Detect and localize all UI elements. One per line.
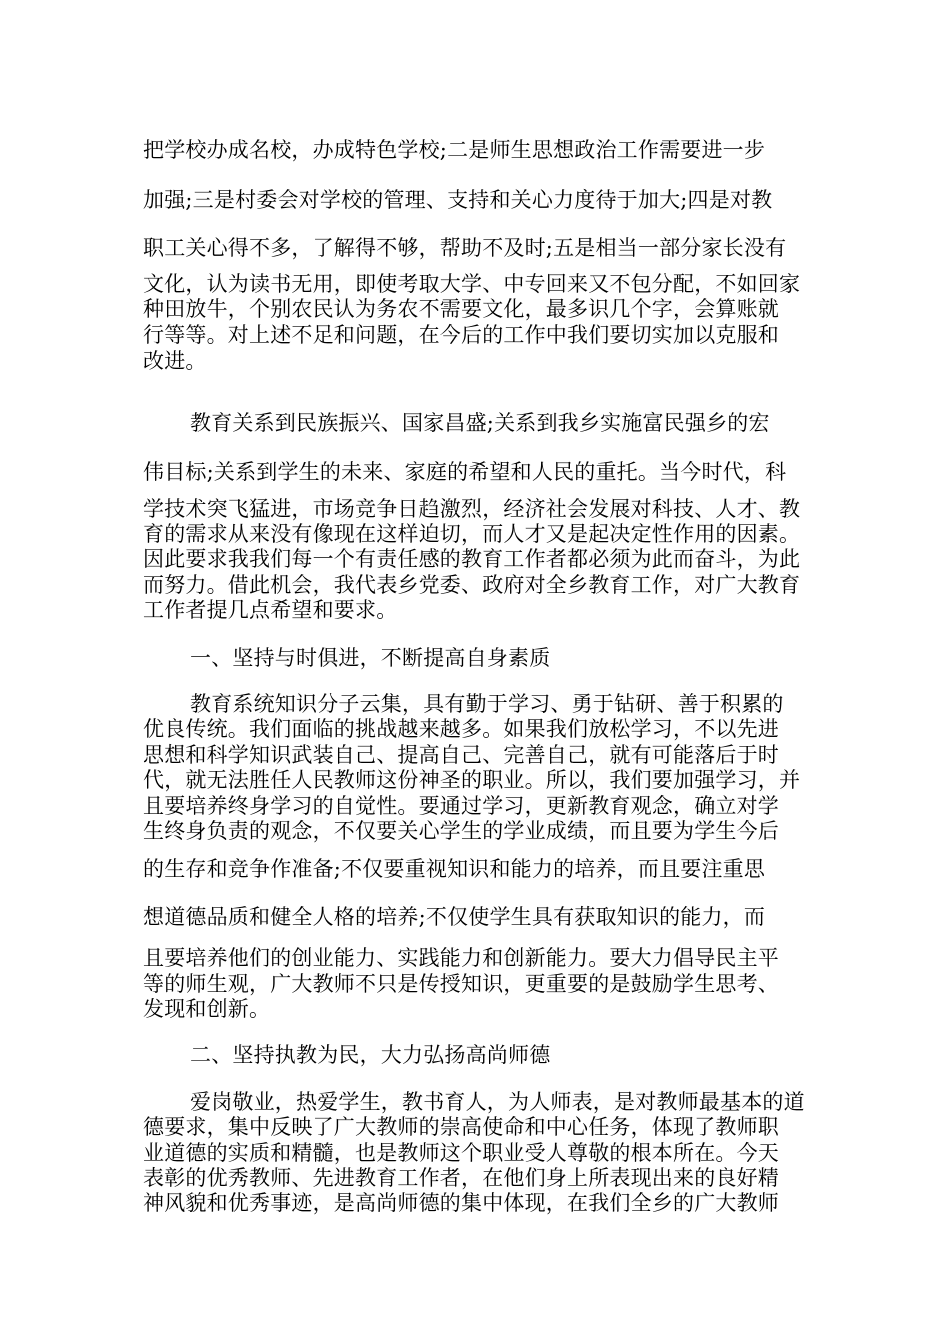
text-line: 且要培养他们的创业能力、实践能力和创新能力。要大力倡导民主平 bbox=[143, 946, 779, 970]
text-line: 伟目标;关系到学生的未来、家庭的希望和人民的重托。当今时代，科 bbox=[143, 460, 787, 484]
text-line: 想道德品质和健全人格的培养;不仅使学生具有获取知识的能力，而 bbox=[143, 905, 766, 929]
text-line: 把学校办成名校，办成特色学校;二是师生思想政治工作需要进一步 bbox=[143, 138, 766, 162]
text-line: 因此要求我我们每一个有责任感的教育工作者都必须为此而奋斗，为此 bbox=[143, 547, 801, 571]
paragraph-first-line: 教育关系到民族振兴、国家昌盛;关系到我乡实施富民强乡的宏 bbox=[190, 411, 770, 435]
text-line: 工作者提几点希望和要求。 bbox=[143, 598, 398, 622]
text-line: 优良传统。我们面临的挑战越来越多。如果我们放松学习，不以先进 bbox=[143, 717, 779, 741]
text-line: 而努力。借此机会，我代表乡党委、政府对全乡教育工作，对广大教育 bbox=[143, 573, 801, 597]
text-line: 改进。 bbox=[143, 349, 207, 373]
text-line: 文化，认为读书无用，即使考取大学、中专回来又不包分配，不如回家 bbox=[143, 272, 801, 296]
text-line: 德要求，集中反映了广大教师的崇高使命和中心任务，体现了教师职 bbox=[143, 1115, 779, 1139]
section-heading: 一、坚持与时俱进，不断提高自身素质 bbox=[190, 646, 551, 670]
text-line: 行等等。对上述不足和问题，在今后的工作中我们要切实加以克服和 bbox=[143, 323, 779, 347]
text-line: 思想和科学知识武装自己、提高自己、完善自己，就有可能落后于时 bbox=[143, 743, 779, 767]
text-line: 且要培养终身学习的自觉性。要通过学习，更新教育观念，确立对学 bbox=[143, 794, 779, 818]
section-heading: 二、坚持执教为民，大力弘扬高尚师德 bbox=[190, 1043, 551, 1067]
text-line: 业道德的实质和精髓，也是教师这个职业受人尊敬的根本所在。今天 bbox=[143, 1141, 779, 1165]
text-line: 职工关心得不多，了解得不够，帮助不及时;五是相当一部分家长没有 bbox=[143, 236, 787, 260]
text-line: 育的需求从来没有像现在这样迫切，而人才又是起决定性作用的因素。 bbox=[143, 522, 801, 546]
text-line: 学技术突飞猛进，市场竞争日趋激烈，经济社会发展对科技、人才、教 bbox=[143, 497, 801, 521]
paragraph-first-line: 爱岗敬业，热爱学生，教书育人，为人师表，是对教师最基本的道 bbox=[190, 1090, 805, 1114]
text-line: 加强;三是村委会对学校的管理、支持和关心力度待于加大;四是对教 bbox=[143, 188, 773, 212]
text-line: 神风貌和优秀事迹，是高尚师德的集中体现，在我们全乡的广大教师 bbox=[143, 1191, 779, 1215]
text-line: 表彰的优秀教师、先进教育工作者，在他们身上所表现出来的良好精 bbox=[143, 1166, 779, 1190]
text-line: 的生存和竞争作准备;不仅要重视知识和能力的培养，而且要注重思 bbox=[143, 857, 766, 881]
text-line: 等的师生观，广大教师不只是传授知识，更重要的是鼓励学生思考、 bbox=[143, 972, 779, 996]
paragraph-first-line: 教育系统知识分子云集，具有勤于学习、勇于钻研、善于积累的 bbox=[190, 692, 784, 716]
text-line: 生终身负责的观念，不仅要关心学生的学业成绩，而且要为学生今后 bbox=[143, 819, 779, 843]
text-line: 种田放牛，个别农民认为务农不需要文化，最多识几个字，会算账就 bbox=[143, 297, 779, 321]
text-line: 发现和创新。 bbox=[143, 997, 271, 1021]
text-line: 代，就无法胜任人民教师这份神圣的职业。所以，我们要加强学习，并 bbox=[143, 768, 801, 792]
